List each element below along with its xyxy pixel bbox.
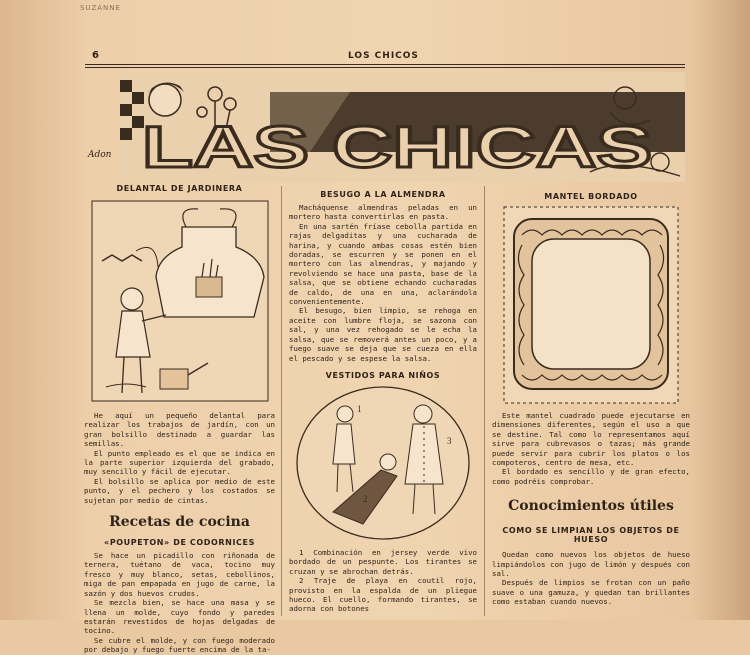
figure-label: 2	[363, 493, 368, 504]
article-heading: DELANTAL DE JARDINERA	[116, 184, 243, 193]
page-number: 6	[92, 50, 99, 61]
header-rule-thin	[85, 67, 685, 68]
embroidered-tablecloth-illustration	[502, 205, 680, 405]
paragraph: Este mantel cuadrado puede ejecutarse en dimensiones diferentes, según el uso a que se destine. Tal como lo representamos aquí sirve para cubrevasos o tazas; más grande puede servir para cubrir los platos o los compoteros, centro de mesa, etc.	[492, 411, 690, 468]
paragraph: Después de limpios se frotan con un paño suave o una gamuza, y quedan tan brillantes como estaban cuando nuevos.	[492, 578, 690, 607]
column-divider	[484, 186, 485, 616]
paragraph: He aquí un pequeño delantal para realizar los trabajos de jardín, con un gran bolsillo destinado a guardar las semillas.	[84, 411, 275, 449]
besugo-text	[289, 203, 477, 363]
banner-title: LAS CHICAS	[142, 115, 652, 180]
paragraph: 1 Combinación en jersey verde vivo bordado de un pespunte. Los tirantes se cruzan y se abrochan detrás.	[289, 547, 477, 576]
recipes-title: Recetas de cocina	[109, 514, 250, 531]
header-rule	[85, 64, 685, 65]
figure-label: 3	[447, 435, 452, 446]
dresses-caption	[289, 548, 477, 614]
figure-label: 1	[357, 403, 362, 414]
bleed-through-text: SUZANNE	[80, 4, 121, 12]
las-chicas-banner	[120, 72, 685, 182]
recipe-text	[84, 551, 275, 654]
figure-heading: VESTIDOS PARA NIÑOS	[325, 370, 441, 380]
apron-text	[84, 411, 275, 505]
column-middle	[283, 184, 483, 614]
section-title: Conocimientos útiles	[508, 498, 674, 515]
paragraph: Se cubre el molde, y con fuego moderado por debajo y fuego fuerte encima de la ta-	[84, 635, 275, 655]
artist-signature: Adon	[88, 150, 112, 160]
paragraph: El besugo, bien limpio, se rehoga en aceite con lumbre floja, se sazona con sal, y una vez rehogado se le echa la salsa, que se removerá antes un poco, y a fuego suave se deja que se cueza en ella el pescado y se espese la salsa.	[289, 306, 477, 363]
column-left	[78, 184, 281, 655]
paragraph: Se mezcla bien, se hace una masa y se llena un molde, cuyo fondo y paredes estarán revestidos de hojas delgadas de tocino.	[84, 598, 275, 636]
tip-heading: COMO SE LIMPIAN LOS OBJETOS DE	[502, 526, 680, 536]
column-right	[486, 184, 696, 607]
apron-illustration	[86, 197, 274, 407]
article-heading: MANTEL BORDADO	[544, 192, 638, 201]
tablecloth-text	[492, 411, 690, 486]
column-divider	[281, 186, 282, 616]
paragraph: El bordado es sencillo y de gran efecto, como podréis comprobar.	[492, 467, 690, 486]
paragraph: El punto empleado es el que se indica en la parte superior izquierda del grabado, muy sencillo y fácil de ejecutar.	[84, 448, 275, 477]
article-heading: BESUGO A LA ALMENDRA	[320, 190, 446, 199]
children-dresses-illustration	[293, 384, 473, 542]
paragraph: Se hace un picadillo con riñonada de ternera, tuétano de vaca, tocino muy fresco y muy blanco, setas, cebollinos, miga de pan empapada en jugo de carne, la sazón y dos huevos crudos.	[84, 551, 275, 598]
paragraph: Macháquense almendras peladas en un mortero hasta convertirlas en pasta.	[289, 203, 477, 222]
tip-heading-line2: HUESO	[573, 535, 609, 545]
recipe-heading: «POUPETON» DE CODORNICES	[104, 538, 255, 548]
paragraph: El bolsillo se aplica por medio de este punto, y el pechero y los costados se sujetan por medio de cintas.	[84, 476, 275, 505]
paragraph: Quedan como nuevos los objetos de hueso limpiándolos con jugo de limón y después con sal.	[492, 550, 690, 579]
paragraph: 2 Traje de playa en coutil rojo, provisto en la espalda de un pliegue hueco. El cuello, formando tirantes, se adorna con botones	[289, 576, 477, 614]
tips-text	[492, 550, 690, 606]
newspaper-title: LOS CHICOS	[348, 51, 419, 61]
paragraph: En una sartén fríase cebolla partida en rajas delgaditas y una cucharada de harina, y cuando ambas cosas estén bien doradas, se escurren y se ponen en el mortero con las almendras, y majando y revolviendo se hace una pasta, base de la salsa, que se obtiene echando cucharadas de caldo, de una en una, aclarándola convenientemente.	[289, 221, 477, 307]
